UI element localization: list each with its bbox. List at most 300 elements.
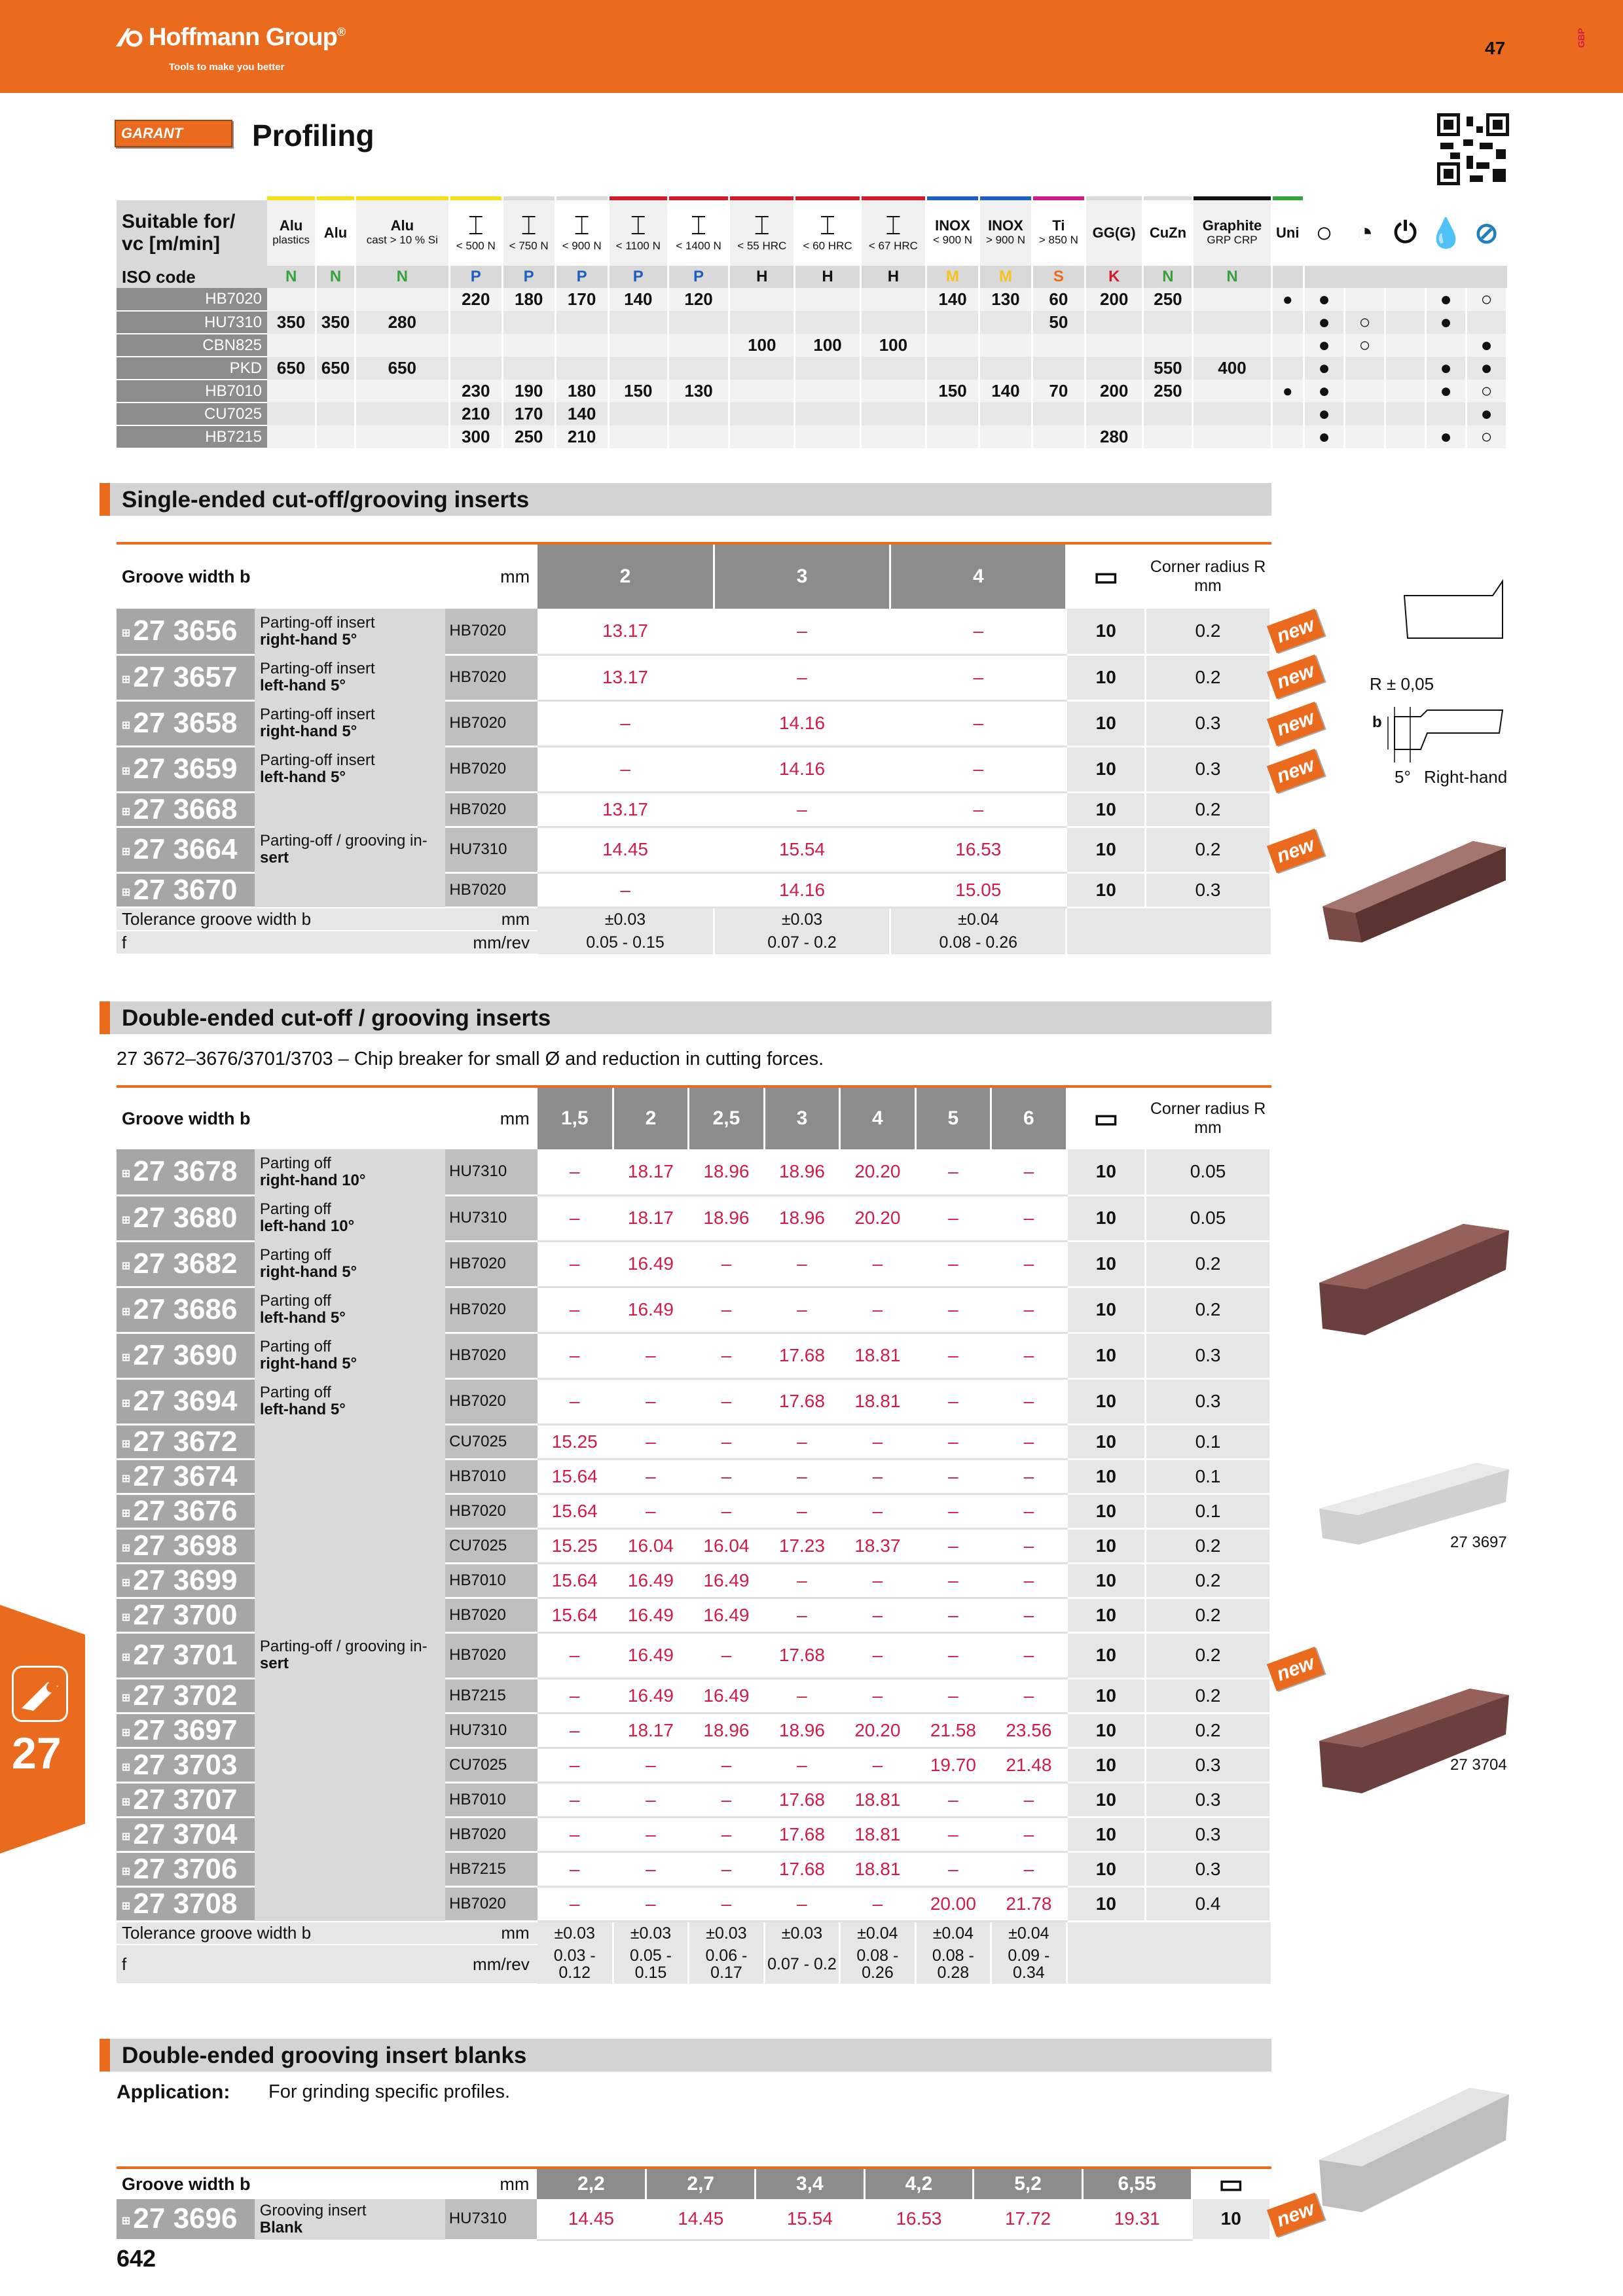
corner-radius-cell: 0.3 — [1146, 746, 1271, 792]
suitability-mark — [1345, 357, 1385, 380]
cutting-speed-cell: 140 — [608, 288, 668, 311]
tolerance-row-value: ±0.03 — [538, 907, 714, 931]
steel-beam-icon: ⌶ — [691, 211, 707, 240]
product-description: Parting-off insert left-hand 5° — [255, 655, 445, 700]
feed-row-label: f mm/rev — [117, 1945, 538, 1984]
price-cell: 18.81 — [840, 1333, 915, 1378]
article-number[interactable]: ⊞27 3701 — [117, 1632, 255, 1678]
image-label-273704: 27 3704 — [1450, 1756, 1507, 1774]
brand-logo[interactable]: Hoffmann Group® — [115, 24, 345, 52]
double-ended-table — [117, 1085, 1271, 1984]
price-cell: – — [764, 1678, 839, 1713]
pack-size-cell: 10 — [1067, 1333, 1146, 1378]
cutting-speed-cell — [608, 334, 668, 357]
pack-size-cell: 10 — [1067, 655, 1146, 700]
product-row[interactable] — [117, 1241, 1271, 1287]
product-row[interactable] — [117, 1424, 1271, 1459]
cutting-speed-cell — [795, 357, 860, 380]
article-number[interactable]: ⊞27 3686 — [117, 1287, 255, 1333]
cutting-speed-cell — [267, 403, 316, 425]
suitability-mark — [1385, 311, 1426, 334]
product-row[interactable] — [117, 1195, 1271, 1241]
cutting-speed-cell — [668, 425, 729, 448]
grade-row — [117, 403, 1507, 425]
price-cell: – — [890, 700, 1067, 746]
cutting-speed-cell — [316, 334, 356, 357]
product-row[interactable] — [117, 700, 1271, 746]
corner-radius-cell: 0.1 — [1146, 1424, 1271, 1459]
cutting-speed-cell: 180 — [555, 380, 608, 403]
pack-size-cell: 10 — [1067, 1748, 1146, 1782]
corner-radius-header: Corner radius R mm — [1146, 543, 1271, 609]
corner-radius-cell: 0.2 — [1146, 1713, 1271, 1748]
iso-code-cell: N — [316, 266, 356, 288]
double-insert-image-1 — [1313, 1211, 1516, 1348]
article-number[interactable]: ⊞27 3707 — [117, 1782, 255, 1817]
cutting-speed-cell: 150 — [926, 380, 979, 403]
price-cell: – — [613, 1852, 688, 1886]
price-cell: – — [714, 609, 890, 655]
price-cell: 17.68 — [764, 1852, 839, 1886]
new-tag: new — [1267, 655, 1324, 699]
circle-icon: ○ — [1304, 200, 1345, 266]
feed-row-value: 0.07 - 0.2 — [764, 1945, 839, 1984]
page-title: Profiling — [252, 118, 374, 152]
cutting-speed-cell — [795, 425, 860, 448]
catalog-symbol-icon: ⊞ — [120, 1261, 132, 1270]
catalog-symbol-icon: ⊞ — [120, 1439, 132, 1448]
chapter-number: 27 — [12, 1729, 62, 1778]
corner-radius-cell: 0.2 — [1146, 609, 1271, 655]
steel-beam-icon: ⌶ — [754, 211, 770, 240]
product-row[interactable] — [117, 1563, 1271, 1598]
corner-radius-cell: 0.3 — [1146, 872, 1271, 907]
grade-cell: HB7010 — [445, 1782, 538, 1817]
material-column-header: GG(G) — [1085, 200, 1143, 266]
product-row[interactable] — [117, 1886, 1271, 1921]
price-cell: – — [915, 1563, 991, 1598]
article-number[interactable]: ⊞27 3672 — [117, 1424, 255, 1459]
material-column-header: ⌶ < 750 N — [502, 200, 555, 266]
suitable-for-label: Suitable for/ vc [m/min] — [117, 200, 267, 266]
iso-code-cell: N — [267, 266, 316, 288]
iso-code-cell: P — [555, 266, 608, 288]
pack-size-cell: 10 — [1067, 1632, 1146, 1678]
cutting-speed-cell: 100 — [860, 334, 926, 357]
price-cell: – — [689, 1241, 764, 1287]
cutting-speed-cell — [1271, 403, 1304, 425]
suitability-mark: ● — [1426, 380, 1467, 403]
price-cell: – — [840, 1494, 915, 1528]
catalog-symbol-icon: ⊞ — [120, 1762, 132, 1772]
price-cell: – — [538, 872, 714, 907]
product-row[interactable] — [117, 1333, 1271, 1378]
price-cell: 16.49 — [689, 1598, 764, 1632]
price-cell: 14.16 — [714, 746, 890, 792]
price-cell: 16.49 — [613, 1287, 688, 1333]
product-row[interactable] — [117, 655, 1271, 700]
tolerance-row-value: ±0.03 — [714, 907, 890, 931]
article-number[interactable]: ⊞27 3703 — [117, 1748, 255, 1782]
article-number[interactable]: ⊞27 3698 — [117, 1528, 255, 1563]
hoffmann-logo-icon — [115, 26, 145, 48]
article-number[interactable]: ⊞27 3680 — [117, 1195, 255, 1241]
material-column-header: ⌶ < 60 HRC — [795, 200, 860, 266]
corner-radius-cell: 0.3 — [1146, 1782, 1271, 1817]
material-column-header: ⌶ < 1400 N — [668, 200, 729, 266]
product-row[interactable] — [117, 746, 1271, 792]
price-cell: – — [714, 792, 890, 827]
pack-size-cell: 10 — [1067, 1149, 1146, 1195]
price-cell: 21.48 — [991, 1748, 1067, 1782]
cutting-speed-cell — [795, 380, 860, 403]
price-cell: – — [613, 1748, 688, 1782]
cutting-speed-cell: 140 — [926, 288, 979, 311]
grade-cell: HB7020 — [445, 872, 538, 907]
suitability-mark: ● — [1304, 311, 1345, 334]
cutting-speed-cell — [355, 288, 449, 311]
price-cell: – — [689, 1782, 764, 1817]
cutting-speed-cell: 350 — [267, 311, 316, 334]
article-number[interactable]: ⊞27 3670 — [117, 872, 255, 907]
product-row[interactable] — [117, 609, 1271, 655]
tolerance-row-value: ±0.03 — [538, 1921, 613, 1945]
cutting-speed-cell: 200 — [1085, 288, 1143, 311]
product-row[interactable] — [117, 1149, 1271, 1195]
price-cell: – — [840, 1748, 915, 1782]
product-description — [255, 1494, 445, 1528]
product-description — [255, 1886, 445, 1921]
catalog-symbol-icon: ⊞ — [120, 1169, 132, 1178]
application-text: For grinding specific profiles. — [268, 2081, 511, 2102]
price-cell: – — [991, 1195, 1067, 1241]
footer-page-number: 642 — [117, 2245, 156, 2272]
product-row[interactable] — [117, 1378, 1271, 1424]
diagram-b-label: b — [1372, 713, 1382, 731]
product-row[interactable] — [117, 1713, 1271, 1748]
product-row[interactable] — [117, 1528, 1271, 1563]
grade-cell: HB7010 — [445, 1563, 538, 1598]
suitability-mark — [1426, 403, 1467, 425]
iso-code-cell: N — [1143, 266, 1193, 288]
grade-cell: HB7020 — [445, 1494, 538, 1528]
groove-width-header-row — [117, 2168, 1271, 2199]
groove-width-header-row — [117, 543, 1271, 609]
article-number[interactable]: ⊞27 3708 — [117, 1886, 255, 1921]
catalog-symbol-icon: ⊞ — [120, 1307, 132, 1316]
feed-row-value: 0.08 - 0.28 — [915, 1945, 991, 1984]
cutting-speed-cell — [1085, 334, 1143, 357]
feed-row — [117, 1945, 1271, 1984]
pack-size-cell: 10 — [1067, 872, 1146, 907]
product-description — [255, 1459, 445, 1494]
price-cell: 20.00 — [915, 1886, 991, 1921]
price-cell: 13.17 — [538, 792, 714, 827]
article-number[interactable]: ⊞27 3664 — [117, 827, 255, 872]
cutting-speed-cell — [449, 357, 502, 380]
steel-beam-icon: ⌶ — [820, 211, 836, 240]
price-cell: – — [915, 1678, 991, 1713]
cutting-speed-cell — [1271, 334, 1304, 357]
article-number[interactable]: ⊞27 3697 — [117, 1713, 255, 1748]
material-column-header: CuZn — [1143, 200, 1193, 266]
price-cell: – — [840, 1598, 915, 1632]
cutting-speed-cell — [979, 357, 1032, 380]
cutting-speed-cell: 190 — [502, 380, 555, 403]
article-number[interactable]: ⊞27 3702 — [117, 1678, 255, 1713]
catalog-symbol-icon: ⊞ — [120, 1866, 132, 1876]
cutting-speed-cell: 120 — [668, 288, 729, 311]
price-cell: – — [991, 1333, 1067, 1378]
catalog-symbol-icon: ⊞ — [120, 1901, 132, 1910]
blank-cell — [1067, 907, 1146, 931]
tolerance-row-value: ±0.04 — [840, 1921, 915, 1945]
price-cell: – — [689, 1632, 764, 1678]
tolerance-row-label: Tolerance groove width b mm — [117, 1921, 538, 1945]
product-row[interactable] — [117, 2199, 1271, 2240]
iso-code-cell: M — [926, 266, 979, 288]
corner-radius-cell: 0.2 — [1146, 1241, 1271, 1287]
cutting-speed-cell — [316, 425, 356, 448]
price-cell: 20.20 — [840, 1149, 915, 1195]
suitability-mark: ● — [1304, 425, 1345, 448]
price-cell: – — [991, 1678, 1067, 1713]
product-row[interactable] — [117, 1782, 1271, 1817]
price-cell: 16.49 — [689, 1678, 764, 1713]
suitability-mark: ○ — [1345, 311, 1385, 334]
groove-width-column: 4 — [890, 543, 1067, 609]
cutting-speed-cell — [1032, 334, 1085, 357]
product-row[interactable] — [117, 827, 1271, 872]
price-cell: – — [991, 1241, 1067, 1287]
price-cell: – — [613, 1424, 688, 1459]
article-number[interactable]: ⊞27 3694 — [117, 1378, 255, 1424]
pack-size-cell: 10 — [1067, 1713, 1146, 1748]
price-cell: – — [613, 1494, 688, 1528]
blank-cell — [1426, 266, 1467, 288]
price-cell: – — [714, 655, 890, 700]
suitability-mark: ○ — [1467, 288, 1507, 311]
price-cell: – — [764, 1241, 839, 1287]
feed-row-value: 0.03 - 0.12 — [538, 1945, 613, 1984]
suitability-mark — [1385, 288, 1426, 311]
cutting-speed-cell: 140 — [555, 403, 608, 425]
cutting-speed-cell: 50 — [1032, 311, 1085, 334]
product-row[interactable] — [117, 1817, 1271, 1852]
grade-cell: HB7215 — [445, 1852, 538, 1886]
material-column-header: INOX > 900 N — [979, 200, 1032, 266]
cutting-speed-cell — [608, 311, 668, 334]
corner-radius-cell: 0.2 — [1146, 1528, 1271, 1563]
price-cell: 13.17 — [538, 609, 714, 655]
new-tag: new — [1267, 829, 1324, 873]
price-cell: 15.54 — [756, 2199, 865, 2240]
product-row[interactable] — [117, 1494, 1271, 1528]
grade-row — [117, 380, 1507, 403]
corner-radius-cell: 0.2 — [1146, 655, 1271, 700]
blank-cell — [1304, 266, 1345, 288]
suitability-mark: ● — [1467, 334, 1507, 357]
new-tag: new — [1267, 702, 1324, 746]
iso-code-cell: H — [860, 266, 926, 288]
article-number[interactable]: ⊞27 3658 — [117, 700, 255, 746]
single-ended-table — [117, 542, 1271, 955]
no-coolant-icon: ⊘ — [1467, 200, 1507, 266]
pack-size-cell: 10 — [1067, 1287, 1146, 1333]
insert-outline-diagram — [1401, 576, 1506, 641]
corner-radius-cell: 0.2 — [1146, 792, 1271, 827]
price-cell: 16.53 — [890, 827, 1067, 872]
price-cell: – — [764, 1748, 839, 1782]
grade-label: HB7010 — [117, 380, 267, 403]
price-cell: 17.68 — [764, 1333, 839, 1378]
article-number[interactable]: ⊞27 3659 — [117, 746, 255, 792]
price-cell: 18.17 — [613, 1195, 688, 1241]
cutting-speed-cell — [502, 334, 555, 357]
price-cell: – — [991, 1149, 1067, 1195]
price-cell: – — [915, 1782, 991, 1817]
article-number[interactable]: ⊞27 3676 — [117, 1494, 255, 1528]
price-cell: – — [890, 792, 1067, 827]
iso-code-cell: S — [1032, 266, 1085, 288]
cutting-speed-cell — [608, 403, 668, 425]
price-cell: 16.49 — [613, 1563, 688, 1598]
grade-label: HB7215 — [117, 425, 267, 448]
grade-cell: HB7020 — [445, 1378, 538, 1424]
product-row[interactable] — [117, 872, 1271, 907]
corner-radius-cell: 0.3 — [1146, 1852, 1271, 1886]
price-cell: – — [991, 1287, 1067, 1333]
suitability-mark: ● — [1304, 403, 1345, 425]
blank-cell — [1467, 266, 1507, 288]
product-description — [255, 1782, 445, 1817]
price-cell: 16.49 — [613, 1241, 688, 1287]
article-number[interactable]: ⊞27 3657 — [117, 655, 255, 700]
new-tag: new — [1267, 1647, 1324, 1691]
article-number[interactable]: ⊞27 3668 — [117, 792, 255, 827]
article-number[interactable]: ⊞27 3656 — [117, 609, 255, 655]
suitability-mark — [1385, 403, 1426, 425]
article-number[interactable]: ⊞27 3674 — [117, 1459, 255, 1494]
price-cell: 15.64 — [538, 1494, 613, 1528]
price-cell: – — [840, 1886, 915, 1921]
feed-row-value: 0.08 - 0.26 — [890, 931, 1067, 954]
grade-cell: HB7020 — [445, 1287, 538, 1333]
price-cell: 14.45 — [538, 827, 714, 872]
product-row[interactable] — [117, 792, 1271, 827]
price-cell: 16.04 — [613, 1528, 688, 1563]
cutting-speed-cell — [926, 357, 979, 380]
groove-width-column: 2 — [538, 543, 714, 609]
price-cell: – — [991, 1378, 1067, 1424]
cutting-speed-cell: 300 — [449, 425, 502, 448]
corner-radius-cell: 0.2 — [1146, 1563, 1271, 1598]
price-cell: 20.20 — [840, 1713, 915, 1748]
cutting-speed-cell — [267, 380, 316, 403]
suitability-mark: ● — [1304, 380, 1345, 403]
corner-radius-cell: 0.3 — [1146, 700, 1271, 746]
groove-width-label: Groove width b mm — [117, 1086, 538, 1149]
suitability-mark — [1345, 403, 1385, 425]
article-number[interactable]: ⊞27 3682 — [117, 1241, 255, 1287]
price-cell: – — [538, 1333, 613, 1378]
product-row[interactable] — [117, 1459, 1271, 1494]
cutting-speed-cell: 350 — [316, 311, 356, 334]
product-description — [255, 1424, 445, 1459]
suitability-mark: ● — [1467, 403, 1507, 425]
tolerance-row-label: Tolerance groove width b mm — [117, 907, 538, 931]
article-number[interactable]: ⊞27 3678 — [117, 1149, 255, 1195]
pack-size-cell: 10 — [1067, 1528, 1146, 1563]
price-cell: – — [915, 1852, 991, 1886]
product-row[interactable] — [117, 1287, 1271, 1333]
price-cell: – — [538, 1817, 613, 1852]
catalog-symbol-icon: ⊞ — [120, 1577, 132, 1587]
cutting-speed-cell — [355, 334, 449, 357]
price-cell: 15.25 — [538, 1528, 613, 1563]
product-description — [255, 1598, 445, 1632]
groove-width-column: 2 — [613, 1086, 688, 1149]
corner-radius-cell: 0.2 — [1146, 1632, 1271, 1678]
catalog-symbol-icon: ⊞ — [120, 1653, 132, 1662]
groove-width-label: Groove width b mm — [117, 543, 538, 609]
cutting-speed-cell: 650 — [267, 357, 316, 380]
cutting-speed-cell — [608, 357, 668, 380]
qr-code-icon[interactable] — [1437, 113, 1509, 185]
article-number[interactable]: ⊞27 3700 — [117, 1598, 255, 1632]
article-number[interactable]: ⊞27 3696 — [117, 2199, 255, 2240]
product-row[interactable] — [117, 1748, 1271, 1782]
price-cell: – — [915, 1287, 991, 1333]
suitability-mark: ● — [1426, 425, 1467, 448]
pack-size-cell: 10 — [1067, 1563, 1146, 1598]
package-icon: ▭ — [1067, 543, 1146, 609]
suitability-mark: ● — [1304, 334, 1345, 357]
article-number[interactable]: ⊞27 3704 — [117, 1817, 255, 1852]
cutting-speed-cell — [1193, 288, 1271, 311]
article-number[interactable]: ⊞27 3706 — [117, 1852, 255, 1886]
cutting-speed-cell — [502, 357, 555, 380]
catalog-symbol-icon: ⊞ — [120, 1727, 132, 1737]
cutting-speed-cell: 250 — [1143, 288, 1193, 311]
price-cell: – — [613, 1333, 688, 1378]
cutting-speed-cell — [355, 403, 449, 425]
price-cell: – — [689, 1748, 764, 1782]
section-title-blanks: Double-ended grooving insert blanks — [100, 2039, 1271, 2072]
product-row[interactable] — [117, 1598, 1271, 1632]
article-number[interactable]: ⊞27 3690 — [117, 1333, 255, 1378]
price-cell: – — [538, 746, 714, 792]
cutting-speed-cell — [1032, 403, 1085, 425]
cutting-speed-cell — [979, 403, 1032, 425]
price-cell: – — [764, 1598, 839, 1632]
product-row[interactable] — [117, 1632, 1271, 1678]
groove-width-column: 5 — [915, 1086, 991, 1149]
product-row[interactable] — [117, 1852, 1271, 1886]
cutting-speed-cell — [267, 288, 316, 311]
corner-radius-cell: 0.1 — [1146, 1459, 1271, 1494]
article-number[interactable]: ⊞27 3699 — [117, 1563, 255, 1598]
price-cell: 17.72 — [974, 2199, 1083, 2240]
section-title-double-ended: Double-ended cut-off / grooving inserts — [100, 1001, 1271, 1034]
grade-label: HU7310 — [117, 311, 267, 334]
cutting-speed-cell — [795, 311, 860, 334]
pack-size-cell: 10 — [1067, 1241, 1146, 1287]
steel-beam-icon: ⌶ — [467, 211, 484, 240]
diagram-hand-label: Right-hand — [1424, 767, 1508, 787]
product-row[interactable] — [117, 1678, 1271, 1713]
price-cell: – — [538, 700, 714, 746]
